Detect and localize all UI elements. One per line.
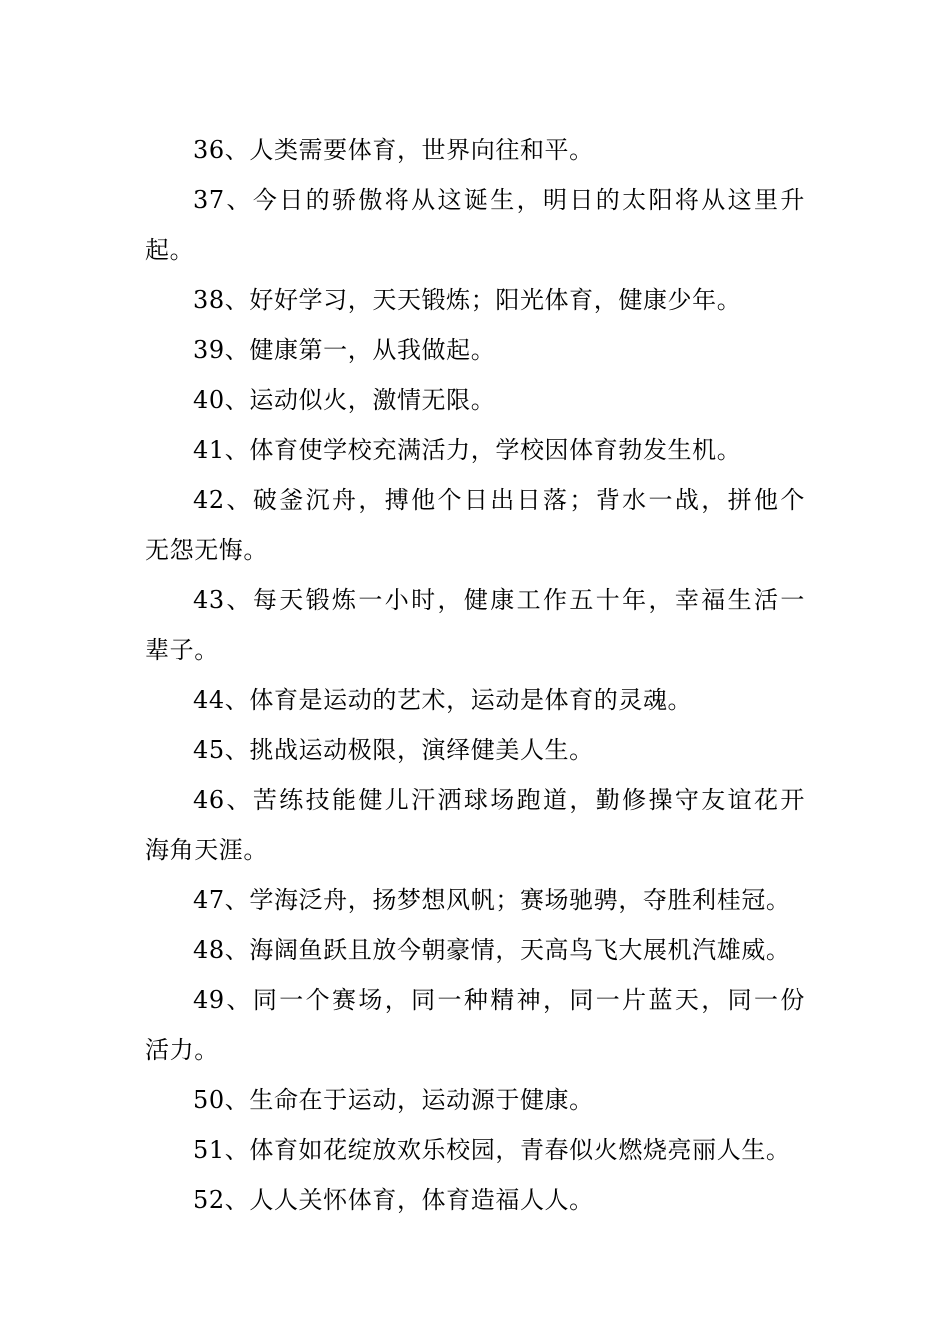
text-line-41: 41、体育使学校充满活力，学校因体育勃发生机。: [193, 436, 742, 464]
text-line-49-cont: 活力。: [145, 1036, 219, 1064]
text-line-52: 52、人人关怀体育，体育造福人人。: [193, 1186, 594, 1214]
text-line-50: 50、生命在于运动，运动源于健康。: [193, 1086, 594, 1114]
text-line-37: 37、今日的骄傲将从这诞生，明日的太阳将从这里升: [193, 186, 805, 214]
text-line-39: 39、健康第一，从我做起。: [193, 336, 496, 364]
text-line-51: 51、体育如花绽放欢乐校园，青春似火燃烧亮丽人生。: [193, 1136, 791, 1164]
text-line-46-cont: 海角天涯。: [145, 836, 268, 864]
text-line-37-cont: 起。: [145, 236, 195, 264]
text-line-40: 40、运动似火，激情无限。: [193, 386, 496, 414]
text-line-48: 48、海阔鱼跃且放今朝豪情，天高鸟飞大展机汽雄威。: [193, 936, 791, 964]
text-line-43: 43、每天锻炼一小时，健康工作五十年，幸福生活一: [193, 586, 805, 614]
text-line-44: 44、体育是运动的艺术，运动是体育的灵魂。: [193, 686, 693, 714]
text-line-43-cont: 辈子。: [145, 636, 219, 664]
text-line-42-cont: 无怨无悔。: [145, 536, 268, 564]
text-line-47: 47、学海泛舟，扬梦想风帆；赛场驰骋，夺胜利桂冠。: [193, 886, 791, 914]
text-line-38: 38、好好学习，天天锻炼；阳光体育，健康少年。: [193, 286, 742, 314]
text-line-42: 42、破釜沉舟，搏他个日出日落；背水一战，拼他个: [193, 486, 805, 514]
text-line-36: 36、人类需要体育，世界向往和平。: [193, 136, 594, 164]
text-line-46: 46、苦练技能健儿汗洒球场跑道，勤修操守友谊花开: [193, 786, 805, 814]
text-line-49: 49、同一个赛场，同一种精神，同一片蓝天，同一份: [193, 986, 805, 1014]
text-line-45: 45、挑战运动极限，演绎健美人生。: [193, 736, 594, 764]
